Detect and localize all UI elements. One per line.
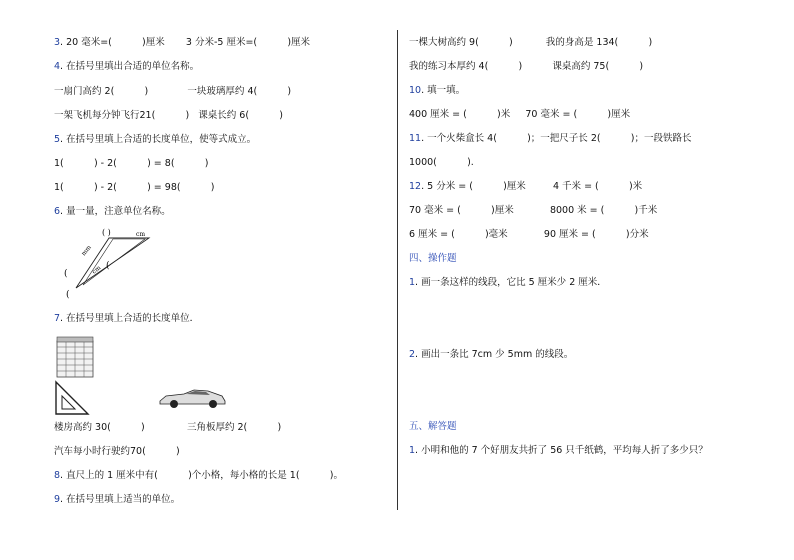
question-text: . 5 分米 = ( )厘米 4 千米 = ( )米	[421, 181, 643, 192]
question-text: . 小明和他的 7 个好朋友共折了 56 只千纸鹤，平均每人折了多少只？	[415, 445, 708, 456]
section-5-item-1	[409, 445, 708, 457]
question-number: 2	[409, 349, 416, 360]
question-number: 5	[54, 134, 61, 145]
question-text: . 画出一条比 7cm 少 5mm 的线段。	[415, 349, 574, 360]
question-number: 12	[409, 181, 422, 192]
question-number: 3	[54, 37, 61, 48]
question-9-line-1: 一棵大树高约 9( ) 我的身高是 134( )	[409, 37, 653, 48]
building-illustration	[54, 335, 98, 379]
fig-label: (	[106, 261, 110, 271]
question-number: 10	[409, 85, 422, 96]
question-text: . 在括号里填上合适的长度单位，使等式成立。	[60, 134, 257, 145]
question-11-cont: 1000( ).	[409, 157, 474, 168]
question-4-line-2: 一架飞机每分钟飞行21( ) 课桌长约 6( )	[54, 110, 283, 121]
question-7-line-1: 楼房高约 30( ) 三角板厚约 2( )	[54, 422, 282, 433]
triangle-inner-outline	[83, 239, 145, 285]
question-text: . 量一量，注意单位名称。	[60, 206, 171, 217]
question-9	[54, 494, 180, 506]
question-text: . 在括号里填上合适的长度单位．	[60, 313, 200, 324]
column-divider	[397, 30, 398, 510]
question-text: . 直尺上的 1 厘米中有( )个小格，每小格的长是 1( )。	[60, 470, 343, 481]
question-number: 1	[409, 277, 416, 288]
question-7-line-2: 汽车每小时行驶约70( )	[54, 446, 180, 457]
question-number: 4	[54, 61, 61, 72]
section-4-item-1	[409, 277, 607, 289]
question-number: 9	[54, 494, 61, 505]
question-text: . 在括号里填出合适的单位名称。	[60, 61, 200, 72]
question-number: 8	[54, 470, 61, 481]
question-8	[54, 470, 343, 482]
fig-label: mm	[80, 244, 93, 258]
car-illustration	[158, 388, 228, 410]
fig-label: cm	[136, 231, 146, 238]
question-number: 6	[54, 206, 61, 217]
car-wheel	[170, 400, 178, 408]
section-5-title: 五、解答题	[409, 421, 457, 432]
triangle-ruler-inner	[62, 396, 75, 409]
triangle-measure-figure	[54, 224, 174, 304]
question-12-line-1	[409, 181, 642, 193]
question-number: 1	[409, 445, 416, 456]
question-text: . 一个火柴盒长 4( )；一把尺子长 2( )；一段铁路长	[421, 133, 692, 144]
question-5-line-2: 1( ) - 2( ) = 98( )	[54, 182, 215, 193]
question-9-line-2: 我的练习本厚约 4( ) 课桌高约 75( )	[409, 61, 644, 72]
question-10-title	[409, 85, 465, 97]
section-4-item-2	[409, 349, 573, 361]
fig-label: (	[66, 290, 70, 300]
question-text: . 画一条这样的线段，它比 5 厘米少 2 厘米．	[415, 277, 607, 288]
building-roof	[57, 337, 93, 342]
fig-label: (	[64, 269, 68, 279]
question-12-line-3: 6 厘米 = ( )毫米 90 厘米 = ( )分米	[409, 229, 649, 240]
question-11	[409, 133, 691, 145]
question-10-line: 400 厘米 = ( )米 70 毫米 = ( )厘米	[409, 109, 631, 120]
section-4-title: 四、操作题	[409, 253, 457, 264]
question-7-title	[54, 313, 199, 325]
question-number: 7	[54, 313, 61, 324]
question-text: . 填一填。	[421, 85, 466, 96]
car-wheel	[209, 400, 217, 408]
question-12-line-2: 70 毫米 = ( )厘米 8000 米 = ( )千米	[409, 205, 658, 216]
question-text: . 20 毫米=( )厘米 3 分米-5 厘米=( )厘米	[60, 37, 311, 48]
fig-label: cm	[90, 264, 103, 276]
question-4-title	[54, 61, 199, 73]
question-3	[54, 37, 310, 49]
question-text: . 在括号里填上适当的单位。	[60, 494, 181, 505]
triangle-ruler-illustration	[54, 380, 90, 416]
question-5-line-1: 1( ) - 2( ) = 8( )	[54, 158, 209, 169]
question-5-title	[54, 134, 256, 146]
fig-label: ( )	[102, 228, 111, 237]
question-number: 11	[409, 133, 422, 144]
question-4-line-1: 一扇门高约 2( ) 一块玻璃厚约 4( )	[54, 86, 292, 97]
question-6-title	[54, 206, 171, 218]
